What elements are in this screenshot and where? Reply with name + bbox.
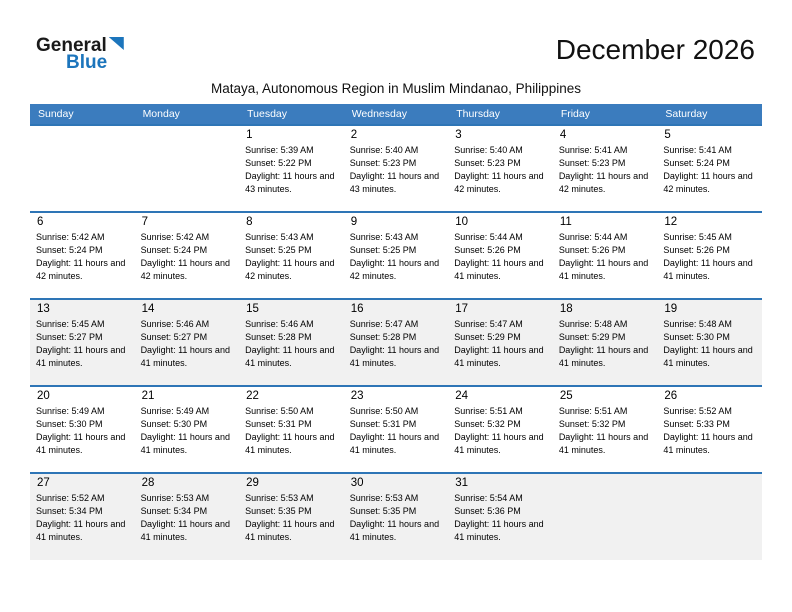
sunrise-text: Sunrise: 5:43 AM	[349, 232, 419, 242]
sunset-text: Sunset: 5:28 PM	[245, 332, 312, 342]
sunset-text: Sunset: 5:36 PM	[454, 506, 521, 516]
sunrise-text: Sunrise: 5:40 AM	[349, 145, 419, 155]
sunrise-text: Sunrise: 5:54 AM	[454, 493, 523, 503]
daylight-text: Daylight: 11 hours and 41 minutes.	[36, 345, 126, 368]
day-number: 22	[246, 390, 259, 402]
sunset-text: Sunset: 5:30 PM	[663, 332, 730, 342]
day-cell-3	[448, 125, 553, 212]
sunset-text: Sunset: 5:35 PM	[245, 506, 312, 516]
sunset-text: Sunset: 5:31 PM	[349, 419, 417, 429]
sunrise-text: Sunrise: 5:44 AM	[454, 232, 523, 242]
day-number: 12	[664, 216, 678, 228]
day-cell-5	[657, 125, 762, 212]
day-cell-22	[239, 386, 344, 473]
day-number: 6	[37, 216, 44, 228]
day-cell-4	[553, 125, 658, 212]
day-number: 7	[141, 216, 148, 228]
day-cell-1	[239, 125, 344, 212]
empty-day-cell	[553, 473, 658, 560]
sunrise-text: Sunrise: 5:48 AM	[663, 319, 732, 329]
empty-day-cell	[657, 473, 762, 560]
sunset-text: Sunset: 5:23 PM	[558, 158, 626, 168]
sunset-text: Sunset: 5:27 PM	[140, 332, 208, 342]
day-cell-24	[448, 386, 553, 473]
daylight-text: Daylight: 11 hours and 41 minutes.	[558, 258, 649, 281]
week-row-4	[30, 386, 762, 473]
day-number: 26	[664, 390, 678, 402]
day-cell-9	[344, 212, 449, 299]
daylight-text: Daylight: 11 hours and 41 minutes.	[558, 345, 649, 368]
weekday-header-wednesday: Wednesday	[344, 104, 449, 125]
daylight-text: Daylight: 11 hours and 41 minutes.	[454, 345, 544, 368]
sunrise-text: Sunrise: 5:48 AM	[558, 319, 628, 329]
empty-day-cell	[135, 125, 240, 212]
daylight-text: Daylight: 11 hours and 41 minutes.	[454, 258, 544, 281]
day-cell-16	[344, 299, 449, 386]
daylight-text: Daylight: 11 hours and 41 minutes.	[663, 345, 753, 368]
weekday-header-saturday: Saturday	[657, 104, 762, 125]
sunset-text: Sunset: 5:26 PM	[663, 245, 730, 255]
daylight-text: Daylight: 11 hours and 41 minutes.	[140, 519, 230, 542]
day-cell-11	[553, 212, 658, 299]
day-number: 10	[455, 216, 469, 228]
day-cell-18	[553, 299, 658, 386]
day-cell-21	[135, 386, 240, 473]
daylight-text: Daylight: 11 hours and 41 minutes.	[140, 345, 230, 368]
day-number: 23	[350, 390, 364, 402]
daylight-text: Daylight: 11 hours and 41 minutes.	[36, 432, 126, 455]
day-number: 5	[664, 129, 671, 141]
daylight-text: Daylight: 11 hours and 42 minutes.	[558, 171, 649, 194]
sunset-text: Sunset: 5:29 PM	[558, 332, 626, 342]
sunset-text: Sunset: 5:22 PM	[245, 158, 312, 168]
page-title: December 2026	[555, 34, 755, 65]
sunset-text: Sunset: 5:24 PM	[36, 245, 103, 255]
sunrise-text: Sunrise: 5:50 AM	[245, 406, 314, 416]
daylight-text: Daylight: 11 hours and 42 minutes.	[454, 171, 544, 194]
day-number: 30	[350, 477, 364, 489]
sunset-text: Sunset: 5:24 PM	[140, 245, 208, 255]
day-number: 11	[559, 216, 572, 228]
sunrise-text: Sunrise: 5:42 AM	[36, 232, 105, 242]
location-subtitle: Mataya, Autonomous Region in Muslim Mindanao, Philippines	[211, 81, 581, 96]
sunrise-text: Sunrise: 5:44 AM	[558, 232, 628, 242]
logo-word-general: General	[36, 35, 107, 56]
daylight-text: Daylight: 11 hours and 41 minutes.	[349, 519, 440, 542]
weekday-header-monday: Monday	[135, 104, 240, 125]
calendar-body	[30, 125, 762, 560]
day-cell-30	[344, 473, 449, 560]
sunrise-text: Sunrise: 5:53 AM	[349, 493, 419, 503]
sunset-text: Sunset: 5:30 PM	[36, 419, 103, 429]
day-number: 29	[246, 477, 259, 489]
week-row-3	[30, 299, 762, 386]
weekday-header-sunday: Sunday	[30, 104, 135, 125]
day-number: 20	[37, 390, 50, 402]
day-number: 14	[141, 303, 155, 315]
day-number: 8	[246, 216, 253, 228]
day-cell-15	[239, 299, 344, 386]
day-cell-10	[448, 212, 553, 299]
sunrise-text: Sunrise: 5:41 AM	[663, 145, 732, 155]
sunset-text: Sunset: 5:28 PM	[349, 332, 417, 342]
empty-day-cell	[30, 125, 135, 212]
day-cell-8	[239, 212, 344, 299]
sunrise-text: Sunrise: 5:52 AM	[36, 493, 105, 503]
sunrise-text: Sunrise: 5:40 AM	[454, 145, 523, 155]
daylight-text: Daylight: 11 hours and 41 minutes.	[245, 432, 335, 455]
weekday-header-thursday: Thursday	[448, 104, 553, 125]
week-row-5	[30, 473, 762, 560]
daylight-text: Daylight: 11 hours and 41 minutes.	[454, 432, 544, 455]
sunset-text: Sunset: 5:23 PM	[454, 158, 521, 168]
sunset-text: Sunset: 5:25 PM	[245, 245, 312, 255]
daylight-text: Daylight: 11 hours and 42 minutes.	[349, 258, 440, 281]
sunset-text: Sunset: 5:34 PM	[36, 506, 103, 516]
day-cell-19	[657, 299, 762, 386]
sunrise-text: Sunrise: 5:49 AM	[36, 406, 105, 416]
day-number: 21	[141, 390, 155, 402]
day-number: 24	[455, 390, 469, 402]
daylight-text: Daylight: 11 hours and 41 minutes.	[349, 345, 440, 368]
daylight-text: Daylight: 11 hours and 43 minutes.	[245, 171, 335, 194]
day-number: 18	[559, 303, 573, 315]
logo-word-blue: Blue	[66, 52, 108, 73]
sunset-text: Sunset: 5:35 PM	[349, 506, 417, 516]
day-cell-28	[135, 473, 240, 560]
calendar-table	[30, 104, 762, 560]
day-number: 13	[37, 303, 50, 315]
sunrise-text: Sunrise: 5:46 AM	[245, 319, 314, 329]
sunset-text: Sunset: 5:32 PM	[454, 419, 521, 429]
sunrise-text: Sunrise: 5:53 AM	[140, 493, 210, 503]
sunrise-text: Sunrise: 5:39 AM	[245, 145, 314, 155]
sunrise-text: Sunrise: 5:53 AM	[245, 493, 314, 503]
daylight-text: Daylight: 11 hours and 41 minutes.	[36, 519, 126, 542]
day-cell-6	[30, 212, 135, 299]
sunrise-text: Sunrise: 5:51 AM	[558, 406, 628, 416]
day-number: 28	[141, 477, 155, 489]
daylight-text: Daylight: 11 hours and 43 minutes.	[349, 171, 440, 194]
day-cell-23	[344, 386, 449, 473]
logo-triangle-icon	[109, 37, 124, 50]
sunset-text: Sunset: 5:31 PM	[245, 419, 312, 429]
sunrise-text: Sunrise: 5:46 AM	[140, 319, 210, 329]
sunset-text: Sunset: 5:24 PM	[663, 158, 730, 168]
sunrise-text: Sunrise: 5:45 AM	[36, 319, 105, 329]
day-number: 27	[37, 477, 50, 489]
sunrise-text: Sunrise: 5:45 AM	[663, 232, 732, 242]
day-number: 19	[664, 303, 678, 315]
daylight-text: Daylight: 11 hours and 41 minutes.	[245, 519, 335, 542]
daylight-text: Daylight: 11 hours and 41 minutes.	[454, 519, 544, 542]
sunset-text: Sunset: 5:30 PM	[140, 419, 208, 429]
general-blue-logo	[36, 36, 124, 72]
day-number: 4	[559, 129, 567, 141]
day-cell-20	[30, 386, 135, 473]
sunset-text: Sunset: 5:32 PM	[558, 419, 626, 429]
sunset-text: Sunset: 5:33 PM	[663, 419, 730, 429]
week-row-1	[30, 125, 762, 212]
day-cell-13	[30, 299, 135, 386]
sunrise-text: Sunrise: 5:47 AM	[349, 319, 419, 329]
weekday-header-row	[30, 104, 762, 125]
sunset-text: Sunset: 5:29 PM	[454, 332, 521, 342]
daylight-text: Daylight: 11 hours and 41 minutes.	[558, 432, 649, 455]
day-cell-14	[135, 299, 240, 386]
daylight-text: Daylight: 11 hours and 41 minutes.	[663, 432, 753, 455]
day-number: 1	[246, 129, 253, 141]
daylight-text: Daylight: 11 hours and 42 minutes.	[245, 258, 335, 281]
sunrise-text: Sunrise: 5:52 AM	[663, 406, 732, 416]
day-number: 2	[350, 129, 358, 141]
sunrise-text: Sunrise: 5:50 AM	[349, 406, 419, 416]
day-cell-27	[30, 473, 135, 560]
daylight-text: Daylight: 11 hours and 42 minutes.	[663, 171, 753, 194]
weekday-header-friday: Friday	[553, 104, 658, 125]
daylight-text: Daylight: 11 hours and 41 minutes.	[663, 258, 753, 281]
sunrise-text: Sunrise: 5:42 AM	[140, 232, 210, 242]
sunrise-text: Sunrise: 5:47 AM	[454, 319, 523, 329]
day-number: 16	[350, 303, 364, 315]
sunset-text: Sunset: 5:27 PM	[36, 332, 103, 342]
day-cell-2	[344, 125, 449, 212]
day-cell-17	[448, 299, 553, 386]
sunset-text: Sunset: 5:23 PM	[349, 158, 417, 168]
daylight-text: Daylight: 11 hours and 42 minutes.	[140, 258, 230, 281]
sunrise-text: Sunrise: 5:51 AM	[454, 406, 523, 416]
week-row-2	[30, 212, 762, 299]
day-cell-26	[657, 386, 762, 473]
day-number: 3	[455, 129, 462, 141]
day-cell-25	[553, 386, 658, 473]
daylight-text: Daylight: 11 hours and 41 minutes.	[140, 432, 230, 455]
day-number: 25	[559, 390, 573, 402]
day-cell-7	[135, 212, 240, 299]
sunset-text: Sunset: 5:34 PM	[140, 506, 208, 516]
day-cell-12	[657, 212, 762, 299]
day-number: 15	[246, 303, 259, 315]
day-cell-29	[239, 473, 344, 560]
daylight-text: Daylight: 11 hours and 41 minutes.	[245, 345, 335, 368]
sunset-text: Sunset: 5:25 PM	[349, 245, 417, 255]
daylight-text: Daylight: 11 hours and 42 minutes.	[36, 258, 126, 281]
sunrise-text: Sunrise: 5:49 AM	[140, 406, 210, 416]
weekday-header-tuesday: Tuesday	[239, 104, 344, 125]
daylight-text: Daylight: 11 hours and 41 minutes.	[349, 432, 440, 455]
sunrise-text: Sunrise: 5:43 AM	[245, 232, 314, 242]
sunset-text: Sunset: 5:26 PM	[558, 245, 626, 255]
day-number: 17	[455, 303, 469, 315]
sunrise-text: Sunrise: 5:41 AM	[558, 145, 628, 155]
day-number: 31	[455, 477, 469, 489]
day-number: 9	[350, 216, 358, 228]
day-cell-31	[448, 473, 553, 560]
sunset-text: Sunset: 5:26 PM	[454, 245, 521, 255]
